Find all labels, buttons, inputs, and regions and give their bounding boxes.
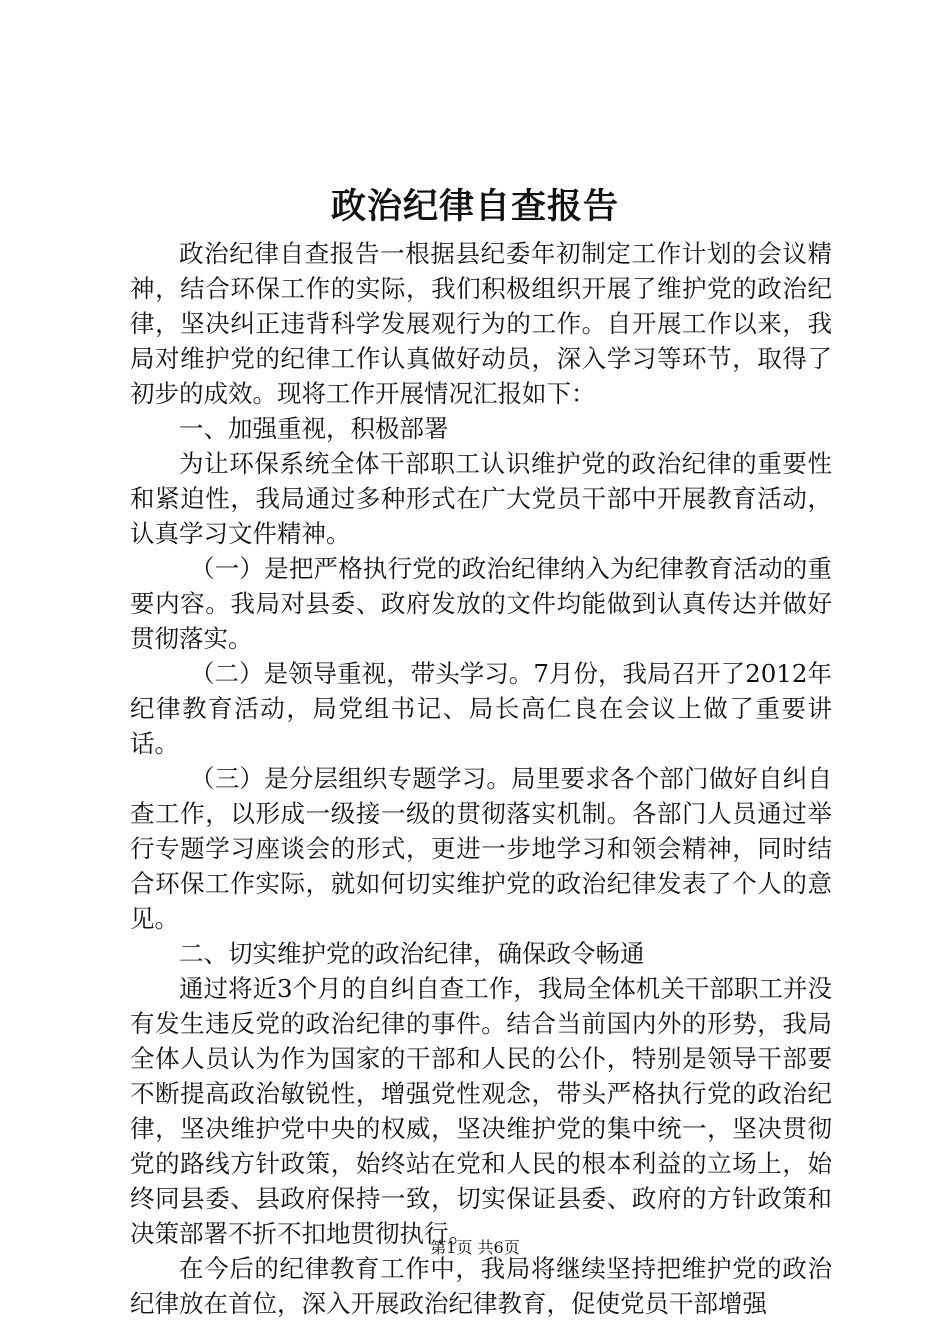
section-heading-2: 二、切实维护党的政治纪律，确保政令畅通: [179, 939, 645, 968]
paragraph-item-1: （一）是把严格执行党的政治纪律纳入为纪律教育活动的重要内容。我局对县委、政府发放的文件均能做到认真传达并做好贯彻落实。: [130, 554, 832, 653]
page-indicator: 第1页 共6页: [430, 1238, 520, 1257]
section-heading-1: 一、加强重视，积极部署: [179, 414, 449, 443]
document-title: 政治纪律自查报告: [330, 186, 619, 227]
document-body: [130, 236, 832, 1321]
paragraph-item-3: （三）是分层组织专题学习。局里要求各个部门做好自纠自查工作，以形成一级接一级的贯彻落实机制。各部门人员通过举行专题学习座谈会的形式，更进一步地学习和领会精神，同时结合环保工作实际，就如何切实维护党的政治纪律发表了个人的意见。: [130, 764, 832, 933]
paragraph-future-work: 在今后的纪律教育工作中，我局将继续坚持把维护党的政治纪律放在首位，深入开展政治纪律教育，促使党员干部增强: [130, 1254, 832, 1318]
paragraph-section-2-body: 通过将近3个月的自纠自查工作，我局全体机关干部职工并没有发生违反党的政治纪律的事件。结合当前国内外的形势，我局全体人员认为作为国家的干部和人民的公仆，特别是领导干部要不断提高政治敏锐性，增强党性观念，带头严格执行党的政治纪律，坚决维护党中央的权威，坚决维护党的集中统一，坚决贯彻党的路线方针政策，始终站在党和人民的根本利益的立场上，始终同县委、县政府保持一致，切实保证县委、政府的方针政策和决策部署不折不扣地贯彻执行。: [130, 974, 832, 1248]
paragraph-item-2: （二）是领导重视，带头学习。7月份，我局召开了2012年纪律教育活动，局党组书记、局长高仁良在会议上做了重要讲话。: [130, 659, 832, 758]
paragraph-intro: 政治纪律自查报告一根据县纪委年初制定工作计划的会议精神，结合环保工作的实际，我们积极组织开展了维护党的政治纪律，坚决纠正违背科学发展观行为的工作。自开展工作以来，我局对维护党的纪律工作认真做好动员，深入学习等环节，取得了初步的成效。现将工作开展情况汇报如下：: [130, 239, 832, 408]
paragraph-section-1-intro: 为让环保系统全体干部职工认识维护党的政治纪律的重要性和紧迫性，我局通过多种形式在广大党员干部中开展教育活动，认真学习文件精神。: [130, 449, 832, 548]
